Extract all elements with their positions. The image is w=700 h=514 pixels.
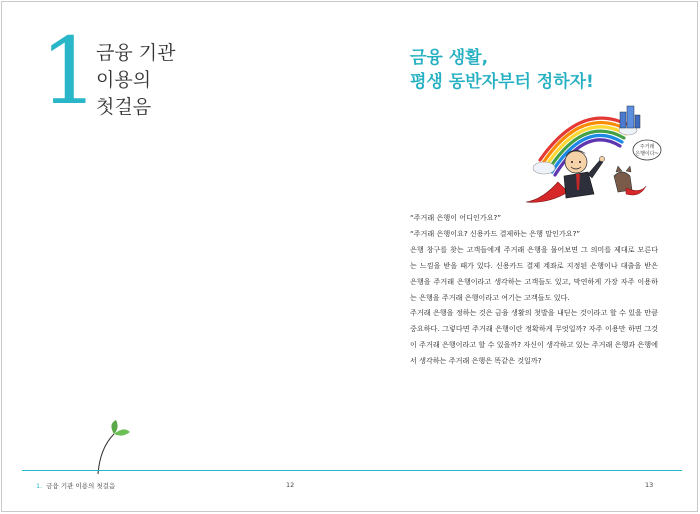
footer-chapter-label	[36, 481, 115, 490]
chapter-number: 1	[40, 18, 99, 125]
body-text	[410, 210, 658, 369]
chapter-title-line: 첫걸음	[96, 96, 152, 118]
headline-line: 평생 동반자부터 정하자!	[410, 72, 594, 92]
body-paragraph: “주거래 은행이 어디인가요?”	[410, 213, 502, 222]
speech-bubble-line: 주거래	[639, 144, 655, 150]
chapter-title	[96, 40, 236, 121]
section-headline	[410, 46, 670, 94]
rainbow-businessman-illustration	[522, 102, 667, 210]
body-paragraph: 주거래 은행을 정하는 것은 금융 생활의 첫발을 내딛는 것이라고 할 수 있을 만큼 중요하다. 그렇다면 주거래 은행이란 정확하게 무엇일까? 자주 이용만 하면 그것이 주거래 은행이라고 할 수 있을까? 자신이 생각하고 있는 주거래 은행과 은행에서 생각하는 주거래 은행은 똑같은 것일까?	[410, 308, 658, 366]
footer-chapter-title: 금융 기관 이용의 첫걸음	[46, 482, 116, 490]
page-number-right: 13	[645, 481, 654, 489]
footer-divider	[22, 470, 682, 471]
chapter-title-line: 금융 기관	[96, 42, 176, 64]
speech-bubble-line: 은행이다~	[635, 151, 659, 157]
chapter-title-line: 이용의	[96, 69, 152, 91]
sprout-illustration	[86, 418, 132, 474]
body-paragraph: 은행 창구를 찾는 고객들에게 주거래 은행을 물어보면 그 의미를 제대로 모른다는 느낌을 받을 때가 있다. 신용카드 결제 계좌로 지정된 은행이나 대출을 받은 은행을 주거래 은행이라고 생각하는 고객들도 있고, 막연하게 가장 자주 이용하는 은행을 주거래 은행이라고 여기는 고객들도 있다.	[410, 244, 658, 302]
headline-line: 금융 생활,	[410, 48, 489, 68]
body-paragraph: “주거래 은행이요? 신용카드 결제하는 은행 말인가요?”	[410, 228, 581, 238]
footer-chapter-number: 1.	[36, 482, 43, 490]
page-number-left: 12	[286, 481, 295, 489]
